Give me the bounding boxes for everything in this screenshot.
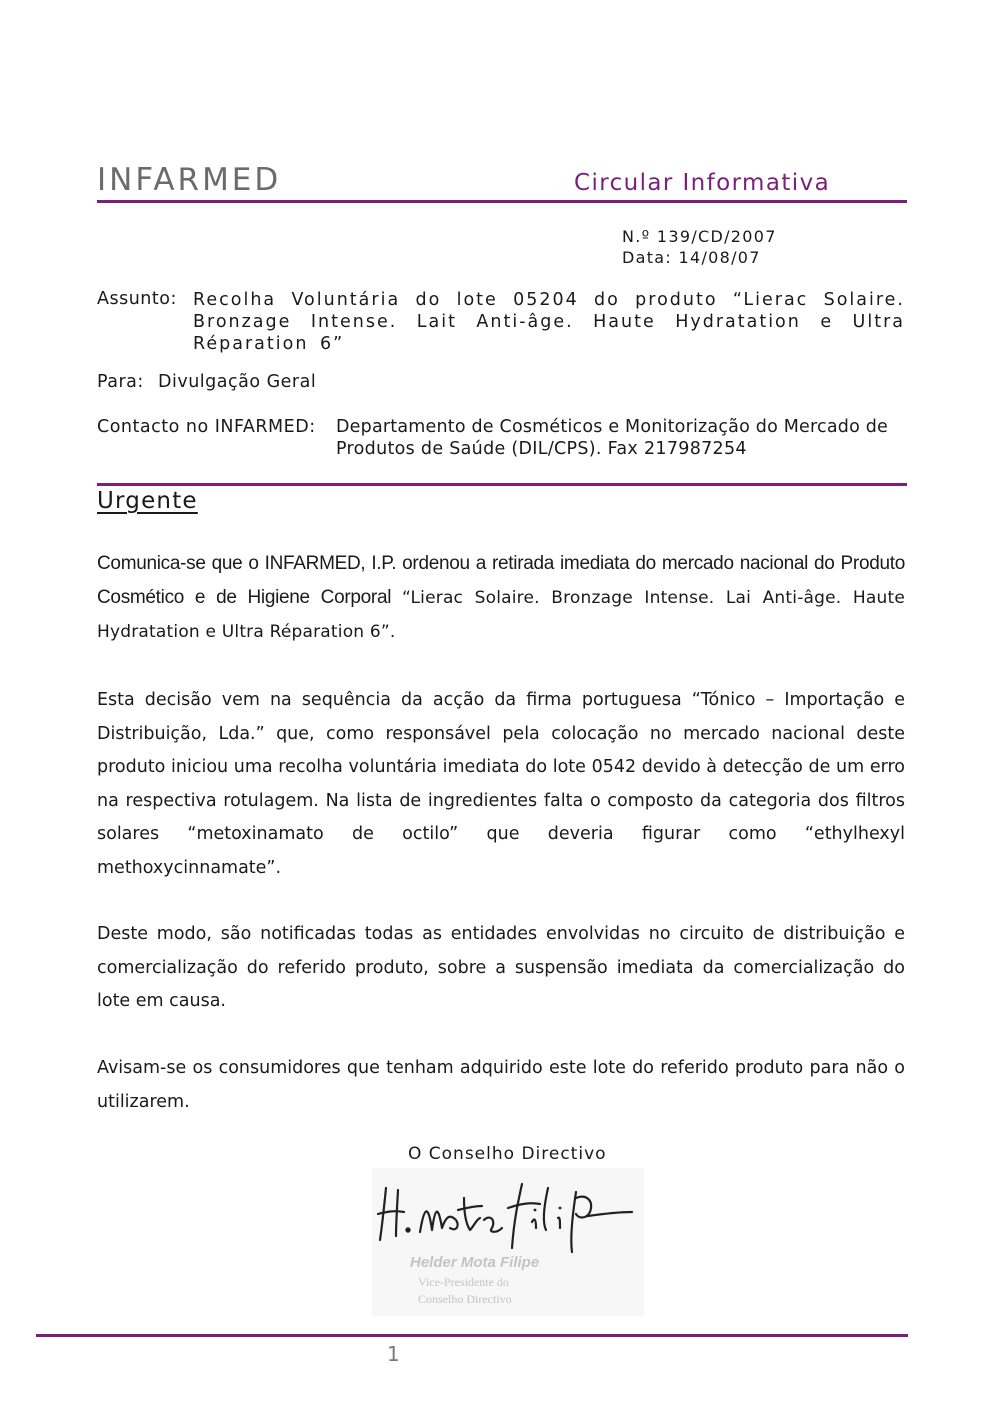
recipient-label: Para: (97, 372, 144, 392)
subject-text: Recolha Voluntária do lote 05204 do produto “Lierac Solaire. Bronzage Intense. Lait Anti-âge. Haute Hydratation e Ultra Réparation 6” (193, 290, 905, 354)
brand-name: INFARMED (97, 162, 282, 198)
contact-label: Contacto no INFARMED: (97, 417, 316, 437)
stamp-title-line-1: Vice-Presidente do (418, 1275, 509, 1289)
paragraph-4: Avisam-se os consumidores que tenham adquirido este lote do referido produto para não o utilizarem. (97, 1058, 905, 1112)
footer-divider (36, 1334, 908, 1337)
paragraph-1-main: Comunica-se que o INFARMED, I.P. ordenou a retirada imediata do mercado nacional do Produto Cosmético e de Higiene Corporal (97, 553, 905, 608)
circular-number: N.º 139/CD/2007 (622, 227, 777, 246)
section-divider (97, 483, 907, 486)
subject-label: Assunto: (97, 289, 177, 309)
paragraph-2: Esta decisão vem na sequência da acção da firma portuguesa “Tónico – Importação e Distribuição, Lda.” que, como responsável pela colocação no mercado nacional deste produto iniciou uma recolha voluntária imediata do lote 0542 devido à detecção de um erro na respectiva rotulagem. Na lista de ingredientes falta o composto da categoria dos filtros solares “metoxinamato de octilo” que deveria figurar como “ethylhexyl methoxycinnamate”. (97, 690, 905, 878)
document-type: Circular Informativa (574, 170, 831, 196)
urgent-heading: Urgente (97, 488, 198, 514)
recipient-text: Divulgação Geral (158, 372, 317, 392)
page-number: 1 (387, 1342, 400, 1366)
paragraph-3: Deste modo, são notificadas todas as entidades envolvidas no circuito de distribuição e comercialização do referido produto, sobre a suspensão imediata da comercialização do lote em causa. (97, 924, 905, 1011)
signature-stamp (372, 1168, 644, 1316)
header-divider (97, 200, 907, 203)
signature-heading: O Conselho Directivo (408, 1144, 607, 1164)
paragraph-1-product: “Lierac Solaire. Bronzage Intense. Lai Anti-âge. Haute Hydratation e Ultra Réparation 6”. (97, 587, 905, 642)
stamp-name: Helder Mota Filipe (410, 1254, 540, 1271)
contact-line-1: Departamento de Cosméticos e Monitorização do Mercado de (336, 417, 889, 437)
stamp-title-line-2: Conselho Directivo (418, 1292, 512, 1306)
paragraph-1 (97, 547, 905, 650)
circular-date: Data: 14/08/07 (622, 248, 761, 267)
contact-line-2: Produtos de Saúde (DIL/CPS). Fax 217987254 (336, 439, 747, 459)
